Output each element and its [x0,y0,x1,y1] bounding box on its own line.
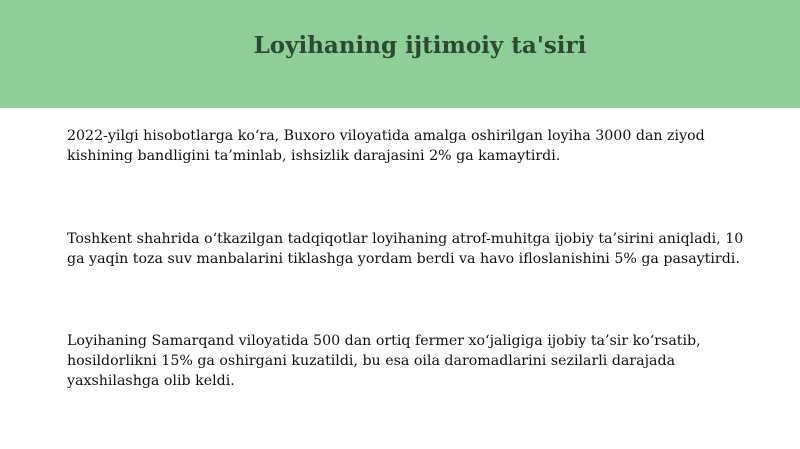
paragraph-bukhara: 2022-yilgi hisobotlarga ko‘ra, Buxoro viloyatida amalga oshirilgan loyiha 3000 dan ziyod kishining bandligini ta’minlab, ishsizlik darajasini 2% ga kamaytirdi. [67,128,705,164]
paragraph-tashkent: Toshkent shahrida o‘tkazilgan tadqiqotlar loyihaning atrof-muhitga ijobiy ta’sirini aniqladi, 10 ga yaqin toza suv manbalarini tiklashga yordam berdi va havo ifloslanishini 5% ga pasaytirdi. [67,231,744,267]
slide-title: Loyihaning ijtimoiy ta'siri [253,32,587,59]
paragraph-samarkand: Loyihaning Samarqand viloyatida 500 dan ortiq fermer xo‘jaligiga ijobiy ta’sir ko‘rsatib, hosildorlikni 15% ga oshirgani kuzatildi, bu esa oila daromadlarini sezilarli darajada yaxshilashga olib keldi. [67,333,701,389]
